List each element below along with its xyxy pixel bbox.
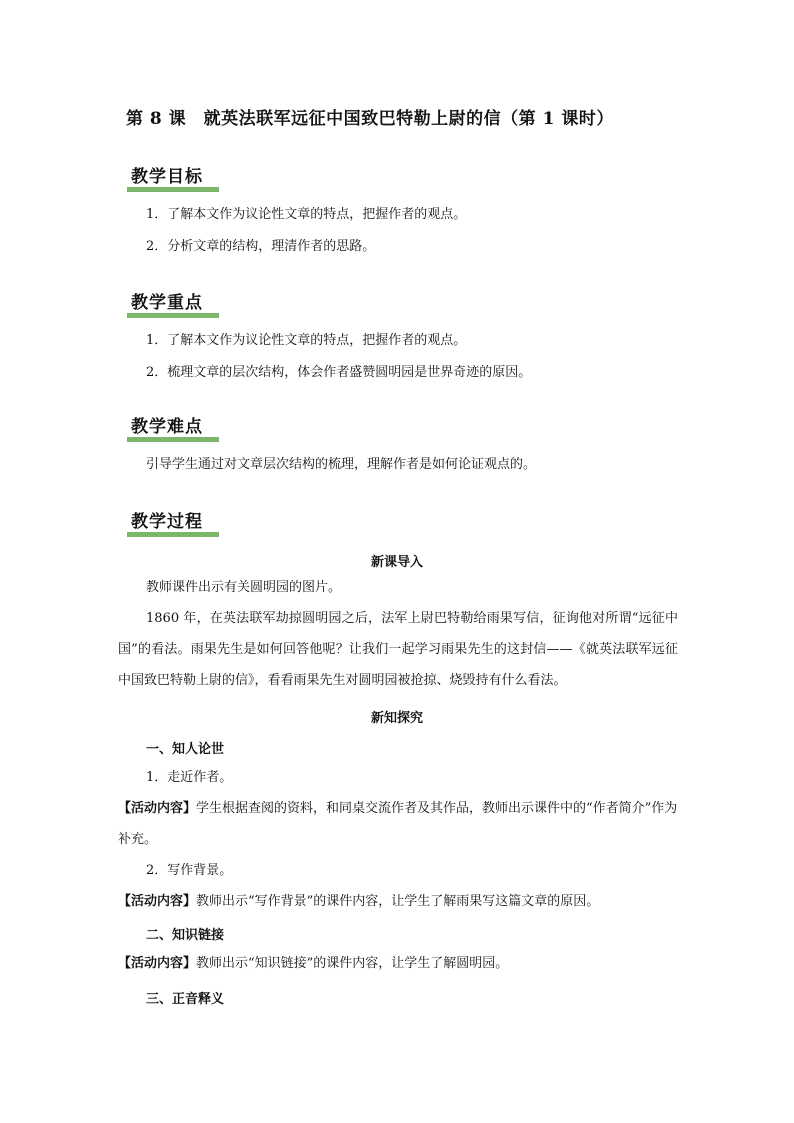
intro-block: [118, 572, 678, 696]
objective-item-2: 2．分析文章的结构，理清作者的思路。: [146, 239, 376, 254]
part1-item-1: 1．走近作者。: [146, 770, 233, 785]
part1-item-2: 2．写作背景。: [146, 863, 233, 878]
part1-heading: 一、知人论世: [146, 742, 225, 757]
activity-2-text: 教师出示“写作背景”的课件内容，让学生了解雨果写这篇文章的原因。: [196, 894, 600, 909]
activity-2: [118, 886, 678, 917]
objective-item-1: 1．了解本文作为议论性文章的特点，把握作者的观点。: [146, 207, 467, 222]
part3-heading: 三、正音释义: [146, 992, 225, 1007]
activity-1-text: 学生根据查阅的资料，和同桌交流作者及其作品，教师出示课件中的“作者简介”作为补充。: [118, 801, 678, 847]
process-heading: 教学过程: [127, 507, 209, 535]
objectives-heading: 教学目标: [127, 162, 209, 190]
activity-1: [118, 793, 678, 855]
activity-3-text: 教师出示“知识链接”的课件内容，让学生了解圆明园。: [196, 956, 509, 971]
key-point-item-1: 1．了解本文作为议论性文章的特点，把握作者的观点。: [146, 333, 467, 348]
key-point-item-2: 2．梳理文章的层次结构，体会作者盛赞圆明园是世界奇迹的原因。: [146, 365, 532, 380]
intro-paragraph-1: 教师课件出示有关圆明园的图片。: [146, 580, 342, 595]
difficulties-text: 引导学生通过对文章层次结构的梳理，理解作者是如何论证观点的。: [146, 457, 537, 472]
difficulties-heading: 教学难点: [127, 412, 209, 440]
activity-label: 【活动内容】: [118, 894, 197, 909]
part2-heading: 二、知识链接: [146, 928, 225, 943]
key-points-heading: 教学重点: [127, 288, 209, 316]
explore-heading: 新知探究: [370, 711, 423, 726]
activity-label: 【活动内容】: [118, 956, 197, 971]
intro-paragraph-2: 1860 年，在英法联军劫掠圆明园之后，法军上尉巴特勒给雨果写信，征询他对所谓“远征中国”的看法。雨果先生是如何回答他呢？让我们一起学习雨果先生的这封信——《就英法联军远征中国致巴特勒上尉的信》，看看雨果先生对圆明园被抢掠、烧毁持有什么看法。: [118, 611, 678, 688]
lesson-title: 第 8 课 就英法联军远征中国致巴特勒上尉的信（第 1 课时）: [126, 109, 614, 129]
activity-label: 【活动内容】: [118, 801, 197, 816]
intro-heading: 新课导入: [370, 555, 423, 570]
activity-3: [118, 948, 678, 979]
